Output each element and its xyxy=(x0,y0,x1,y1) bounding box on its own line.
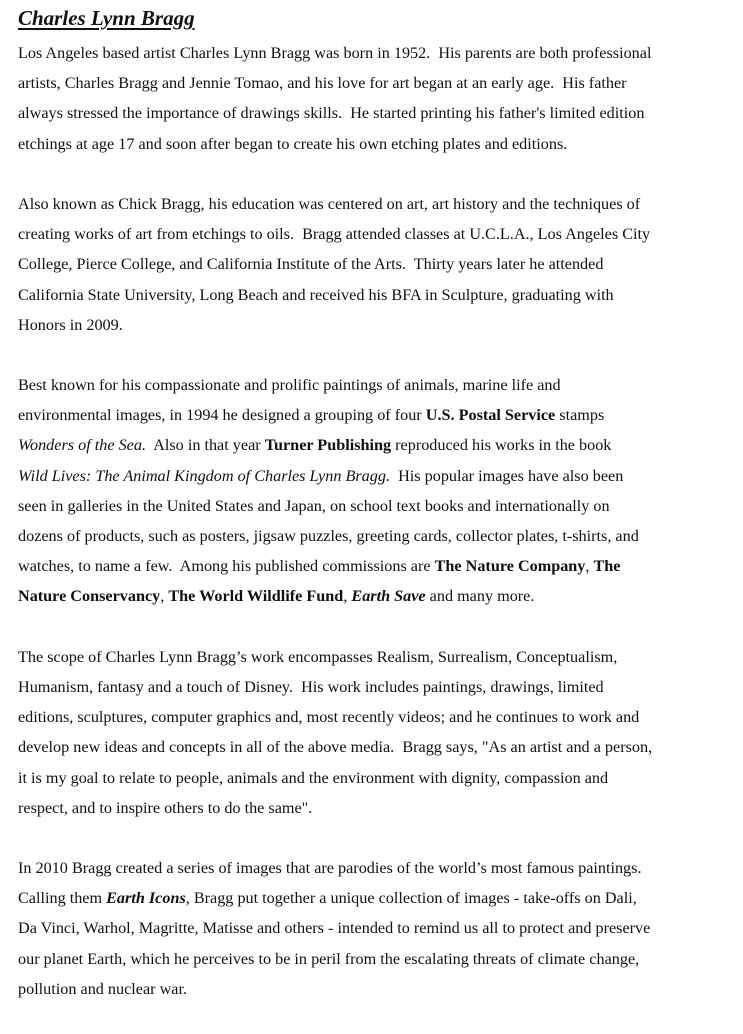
text-line xyxy=(18,732,730,762)
text-run: Humanism, fantasy and a touch of Disney. His work includes paintings, drawings, limited xyxy=(18,677,604,696)
paragraph xyxy=(18,370,730,612)
text-line xyxy=(18,491,730,521)
paragraph xyxy=(18,642,730,823)
text-line xyxy=(18,793,730,823)
text-line xyxy=(18,430,730,460)
text-run: Calling them xyxy=(18,889,107,908)
text-line xyxy=(18,642,730,672)
paragraph xyxy=(18,853,730,1004)
text-run: In 2010 Bragg created a series of images that are parodies of the world’s most famous paintings. xyxy=(18,859,642,878)
text-run: Also in that year xyxy=(146,436,265,455)
text-line xyxy=(18,68,730,98)
text-line xyxy=(18,38,730,68)
text-run: reproduced his works in the book xyxy=(391,436,612,455)
text-run: creating works of art from etchings to oils. Bragg attended classes at U.C.L.A., Los Angeles City xyxy=(18,225,651,244)
emphasis-text: Turner Publishing xyxy=(264,436,392,455)
text-run: environmental images, in 1994 he designed a grouping of four xyxy=(18,406,426,425)
text-line xyxy=(18,974,730,1004)
emphasis-text: The World Wildlife Fund xyxy=(168,587,344,606)
text-line xyxy=(18,461,730,491)
text-line xyxy=(18,581,730,611)
document-page xyxy=(18,4,730,1034)
text-run: California State University, Long Beach and received his BFA in Sculpture, graduating with xyxy=(18,285,614,304)
text-run: our planet Earth, which he perceives to be in peril from the escalating threats of climate change, xyxy=(18,949,640,968)
emphasis-text: The Nature Company xyxy=(434,557,586,576)
text-line xyxy=(18,672,730,702)
text-run: His popular images have also been xyxy=(390,466,624,485)
text-run: editions, sculptures, computer graphics and, most recently videos; and he continues to work and xyxy=(18,708,640,727)
text-line xyxy=(18,249,730,279)
text-line xyxy=(18,189,730,219)
text-run: Honors in 2009. xyxy=(18,315,123,334)
text-run: College, Pierce College, and California Institute of the Arts. Thirty years later he attended xyxy=(18,255,604,274)
text-run: Also known as Chick Bragg, his education was centered on art, art history and the techniques of xyxy=(18,194,641,213)
text-line xyxy=(18,913,730,943)
text-line xyxy=(18,521,730,551)
text-run: seen in galleries in the United States and Japan, on school text books and internationally on xyxy=(18,496,610,515)
emphasis-text: Wild Lives: The Animal Kingdom of Charles Lynn Bragg. xyxy=(18,466,390,485)
text-line xyxy=(18,219,730,249)
text-run: it is my goal to relate to people, animals and the environment with dignity, compassion and xyxy=(18,768,609,787)
text-line xyxy=(18,944,730,974)
emphasis-text: Earth Icons xyxy=(106,889,186,908)
paragraph xyxy=(18,189,730,340)
text-run: etchings at age 17 and soon after began to create his own etching plates and editions. xyxy=(18,134,568,153)
emphasis-text: Nature Conservancy xyxy=(18,587,161,606)
text-run: and many more. xyxy=(425,587,535,606)
text-line xyxy=(18,551,730,581)
text-line xyxy=(18,702,730,732)
paragraph xyxy=(18,38,730,159)
text-line xyxy=(18,129,730,159)
text-line xyxy=(18,310,730,340)
text-run: The scope of Charles Lynn Bragg’s work encompasses Realism, Surrealism, Conceptualism, xyxy=(18,647,618,666)
emphasis-text: Wonders of the Sea. xyxy=(18,436,146,455)
text-run: artists, Charles Bragg and Jennie Tomao, and his love for art began at an early age. His father xyxy=(18,74,627,93)
text-line xyxy=(18,883,730,913)
text-run: , xyxy=(585,557,594,576)
text-line xyxy=(18,280,730,310)
text-run: Da Vinci, Warhol, Magritte, Matisse and others - intended to remind us all to protect and preserve xyxy=(18,919,651,938)
emphasis-text: U.S. Postal Service xyxy=(425,406,556,425)
emphasis-text: The xyxy=(593,557,621,576)
text-run: Best known for his compassionate and prolific paintings of animals, marine life and xyxy=(18,376,561,395)
text-run: Los Angeles based artist Charles Lynn Bragg was born in 1952. His parents are both professional xyxy=(18,44,652,62)
text-line xyxy=(18,98,730,128)
text-run: develop new ideas and concepts in all of the above media. Bragg says, "As an artist and a person, xyxy=(18,738,653,757)
emphasis-text: Earth Save xyxy=(351,587,426,606)
text-run: respect, and to inspire others to do the same". xyxy=(18,798,313,817)
document-title: Charles Lynn Bragg xyxy=(18,6,195,30)
text-line xyxy=(18,370,730,400)
text-run: , xyxy=(343,587,352,606)
text-run: stamps xyxy=(555,406,605,425)
text-run: always stressed the importance of drawings skills. He started printing his father's limited edition xyxy=(18,104,645,123)
text-run: , xyxy=(160,587,169,606)
text-run: watches, to name a few. Among his published commissions are xyxy=(18,557,435,576)
text-run: pollution and nuclear war. xyxy=(18,979,188,998)
text-run: , Bragg put together a unique collection of images - take-offs on Dali, xyxy=(185,889,637,908)
document-body xyxy=(18,38,730,1004)
text-line xyxy=(18,400,730,430)
text-run: dozens of products, such as posters, jigsaw puzzles, greeting cards, collector plates, t-shirts, and xyxy=(18,527,639,545)
text-line xyxy=(18,763,730,793)
text-line xyxy=(18,853,730,883)
